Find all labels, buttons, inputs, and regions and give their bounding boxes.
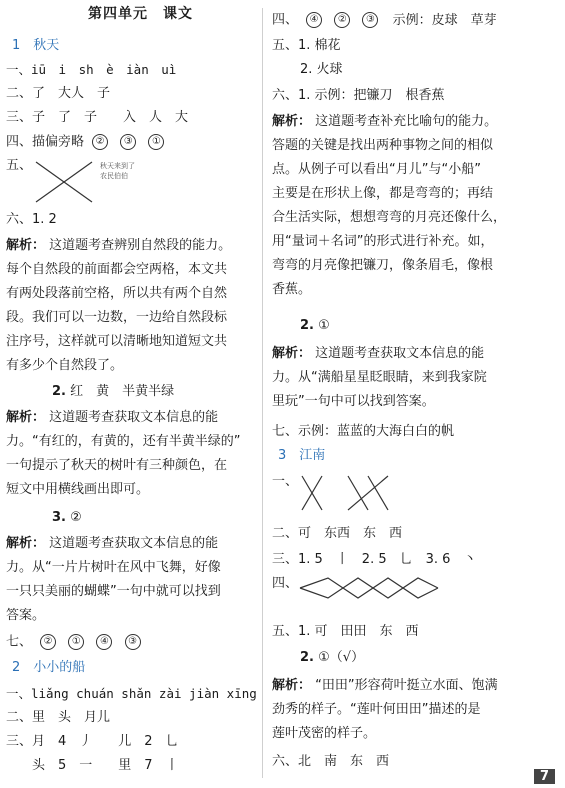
q5-note-1: 秋天来到了 (100, 162, 135, 170)
r-q4-circle-1: ④ (306, 12, 322, 28)
r-q4-label: 四、 (272, 12, 299, 28)
r-q4-circle-3: ③ (362, 12, 378, 28)
r-analysis-2-text-2: 力。从“满船星星眨眼睛，来到我家院 (272, 370, 487, 385)
r-analysis-3-text-3: 莲叶茂密的样子。 (272, 726, 377, 741)
q2b-text: 红 黄 半黄半绿 (70, 384, 175, 399)
q5-note-2: 农民伯伯 (100, 172, 128, 180)
analysis-3-text-2: 力。从“一片片树叶在风中飞舞，好像 (6, 560, 221, 575)
r-analysis-1-line-1 (272, 114, 497, 130)
s2-q3-answer-row1: 三、月 4 丿 儿 2 乚 (6, 734, 179, 749)
analysis-2-line-1 (6, 410, 218, 426)
r-analysis-1-text-8: 香蕉。 (272, 282, 312, 297)
q6-answer: 六、1. 2 (6, 212, 57, 227)
q3b-number: 3. (52, 510, 66, 525)
r-analysis-1-text-6: 用“量词＋名词”的形式进行补充。如， (272, 234, 494, 249)
q3b-answer (52, 510, 82, 526)
analysis-2-text-3: 一句提示了秋天的树叶有三种颜色，在 (6, 458, 228, 473)
r-q4-row (272, 12, 497, 29)
r-analysis-2-line-1 (272, 346, 484, 362)
q7-row (6, 634, 145, 651)
analysis-1-text-4: 段。我们可以一边数，一边给自然段标 (6, 310, 228, 325)
r-q4-circle-2: ② (334, 12, 350, 28)
s3-q1-matching-lines (300, 474, 410, 514)
q4-circle-3: ① (148, 134, 164, 150)
unit-title: 第四单元 课文 (88, 6, 193, 22)
r-analysis-2-text-1: 这道题考查获取文本信息的能 (315, 346, 485, 361)
r-analysis-3-label: 解析： (272, 678, 312, 693)
q3-answer: 三、子 了 子 入 人 大 (6, 110, 189, 125)
analysis-3-text-3: 一只只美丽的蝴蝶”一句中就可以找到 (6, 584, 221, 599)
s2-q1-answer: 一、liǎng chuán shǎn zài jiàn xīng (6, 686, 257, 701)
analysis-1-line-1 (6, 238, 231, 254)
r-q7-answer: 七、示例：蓝蓝的大海白白的帆 (272, 424, 455, 439)
analysis-3-line-1 (6, 536, 218, 552)
q3b-text: ② (70, 510, 82, 525)
s3-q5b-number: 2. (300, 650, 314, 665)
r-analysis-2-text-3: 里玩”一句中可以找到答案。 (272, 394, 435, 409)
s3-q3-answer: 三、1. 5 丨 2. 5 乚 3. 6 丶 (272, 552, 477, 567)
section-title-little-boat: 2 小小的船 (12, 660, 86, 675)
r-q2-number: 2. (300, 318, 314, 333)
r-analysis-3-text-1: “田田”形容荷叶挺立水面、饱满 (315, 678, 498, 693)
s3-q4-matching-lines (298, 574, 448, 604)
r-q2-answer (300, 318, 330, 334)
analysis-1-text-5: 注序号，这样就可以清晰地知道短文共 (6, 334, 228, 349)
s3-q5b-text: ①（√） (318, 650, 365, 665)
s3-q6-answer: 六、北 南 东 西 (272, 754, 390, 769)
q2b-answer (52, 384, 174, 400)
analysis-2-label: 解析： (6, 410, 46, 425)
r-analysis-3-text-2: 劲秀的样子。“莲叶何田田”描述的是 (272, 702, 481, 717)
q7-circle-3: ④ (96, 634, 112, 650)
r-analysis-1-text-2: 答题的关键是找出两种事物之间的相似 (272, 138, 494, 153)
analysis-3-text-4: 答案。 (6, 608, 46, 623)
q7-circle-1: ② (40, 634, 56, 650)
analysis-1-text-2: 每个自然段的前面都会空两格，本文共 (6, 262, 228, 277)
r-q4-example: 示例：皮球 草芽 (392, 12, 497, 28)
s2-q3-answer-row2: 头 5 一 里 7 丨 (6, 758, 179, 773)
analysis-1-text-1: 这道题考查辨别自然段的能力。 (49, 238, 232, 253)
q2-answer: 二、了 大人 子 (6, 86, 111, 101)
r-analysis-1-text-7: 弯弯的月亮像把镰刀，像条眉毛，像根 (272, 258, 494, 273)
r-analysis-2-label: 解析： (272, 346, 312, 361)
q7-label: 七、 (6, 634, 33, 650)
r-analysis-1-text-1: 这道题考查补充比喻句的能力。 (315, 114, 498, 129)
r-q5-answer-2: 2. 火球 (300, 62, 343, 77)
r-analysis-3-line-1 (272, 678, 498, 694)
analysis-1-text-6: 有多少个自然段了。 (6, 358, 124, 373)
r-analysis-1-label: 解析： (272, 114, 312, 129)
analysis-1-text-3: 有两处段落前空格，所以共有两个自然 (6, 286, 228, 301)
r-analysis-1-text-4: 主要是在形状上像，都是弯弯的；再结 (272, 186, 494, 201)
r-q2-text: ① (318, 318, 330, 333)
s3-q5b-answer (300, 650, 364, 666)
q7-circle-2: ① (68, 634, 84, 650)
section-title-autumn: 1 秋天 (12, 38, 60, 53)
q5-matching-lines (32, 158, 152, 208)
q4-circle-2: ③ (120, 134, 136, 150)
page-number: 7 (534, 769, 555, 784)
q4-label: 四、描偏旁略 (6, 134, 85, 150)
section-title-jiangnan: 3 江南 (278, 448, 326, 463)
analysis-2-text-2: 力。“有红的，有黄的，还有半黄半绿的” (6, 434, 241, 449)
analysis-3-text-1: 这道题考查获取文本信息的能 (49, 536, 219, 551)
r-analysis-1-text-5: 合生活实际，想想弯弯的月亮还像什么， (272, 210, 507, 225)
s3-q4-label: 四、 (272, 576, 299, 591)
s3-q1-label: 一、 (272, 474, 299, 489)
analysis-2-text-4: 短文中用横线画出即可。 (6, 482, 150, 497)
s3-q5-answer: 五、1. 可 田田 东 西 (272, 624, 419, 639)
s3-q2-answer: 二、可 东西 东 西 (272, 526, 403, 541)
q4-row (6, 134, 168, 151)
q7-circle-4: ③ (125, 634, 141, 650)
s2-q2-answer: 二、里 头 月儿 (6, 710, 111, 725)
q4-circle-1: ② (92, 134, 108, 150)
q1-answer: 一、iū i sh è iàn uì (6, 62, 177, 77)
q5-label: 五、 (6, 158, 33, 173)
column-divider (262, 8, 263, 778)
r-q6-answer: 六、1. 示例：把镰刀 根香蕉 (272, 88, 445, 103)
analysis-3-label: 解析： (6, 536, 46, 551)
analysis-1-label: 解析： (6, 238, 46, 253)
q2b-number: 2. (52, 384, 66, 399)
analysis-2-text-1: 这道题考查获取文本信息的能 (49, 410, 219, 425)
r-q5-answer-1: 五、1. 棉花 (272, 38, 341, 53)
r-analysis-1-text-3: 点。从例子可以看出“月儿”与“小船” (272, 162, 481, 177)
